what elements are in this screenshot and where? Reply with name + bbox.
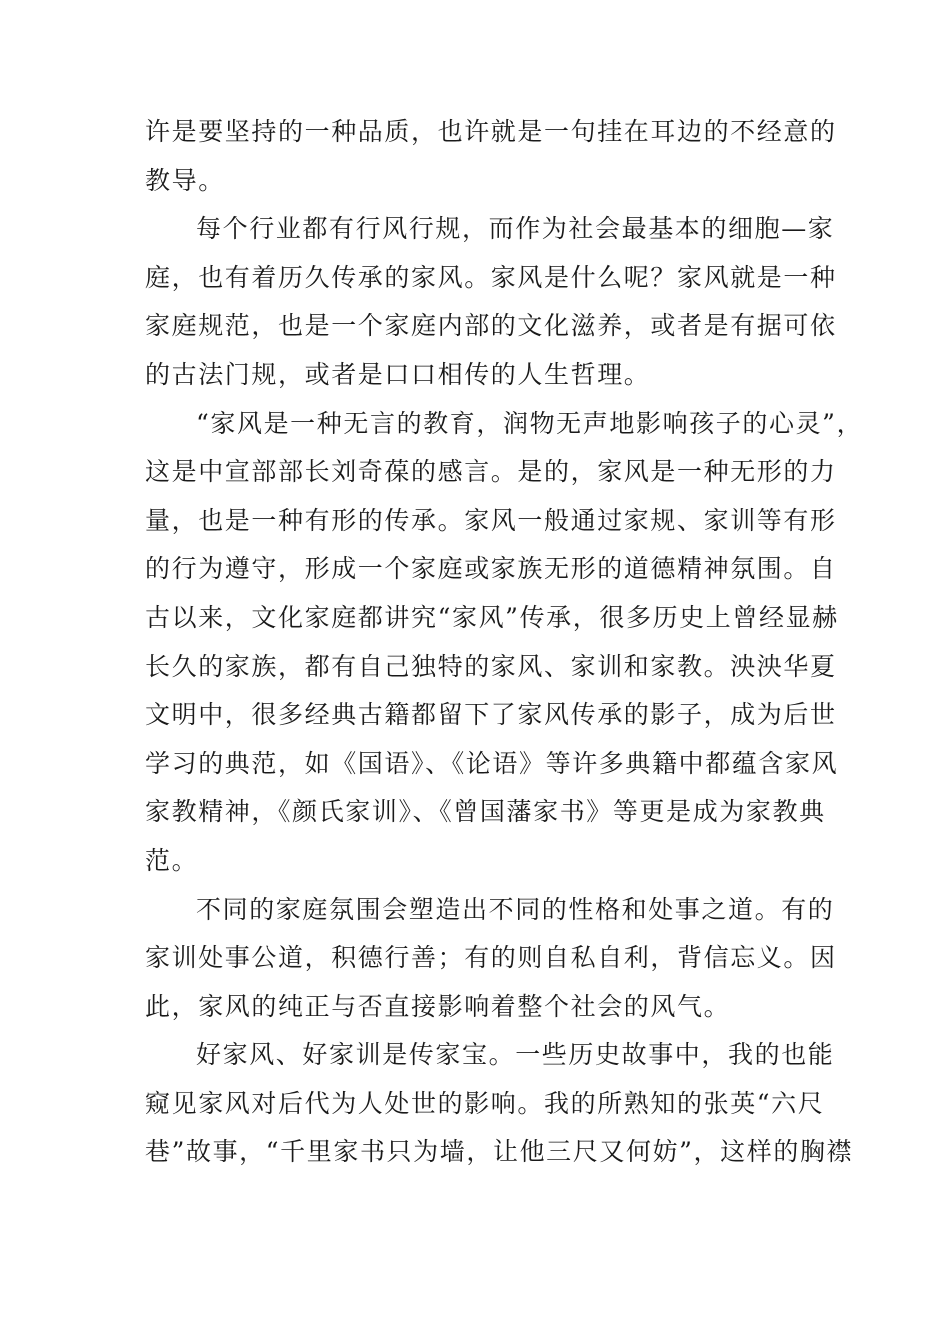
- text-line: 量，也是一种有形的传承。家风一般通过家规、家训等有形: [145, 505, 837, 535]
- paragraph-first-line: 好家风、好家训是传家宝。一些历史故事中，我的也能: [196, 1040, 835, 1070]
- text-line: 文明中，很多经典古籍都留下了家风传承的影子，成为后世: [145, 700, 837, 730]
- text-line: 家训处事公道，积德行善；有的则自私自利，背信忘义。因: [145, 943, 837, 973]
- text-line: 教导。: [145, 165, 225, 195]
- text-line: 此，家风的纯正与否直接影响着整个社会的风气。: [145, 991, 731, 1021]
- text-line: 家教精神，《颜氏家训》、《曾国藩家书》等更是成为家教典: [145, 797, 826, 827]
- text-line: 庭，也有着历久传承的家风。家风是什么呢？家风就是一种: [145, 262, 837, 292]
- paragraph-first-line: 不同的家庭氛围会塑造出不同的性格和处事之道。有的: [196, 894, 835, 924]
- text-line: 的行为遵守，形成一个家庭或家族无形的道德精神氛围。自: [145, 554, 837, 584]
- text-line: 这是中宣部部长刘奇葆的感言。是的，家风是一种无形的力: [145, 457, 837, 487]
- text-line: 古以来，文化家庭都讲究“家风”传承，很多历史上曾经显赫: [145, 602, 839, 632]
- text-line: 许是要坚持的一种品质，也许就是一句挂在耳边的不经意的: [145, 117, 837, 146]
- paragraph-first-line: “家风是一种无言的教育，润物无声地影响孩子的心灵”，: [196, 408, 864, 438]
- text-line: 的古法门规，或者是口口相传的人生哲理。: [145, 359, 651, 389]
- text-line: 范。: [145, 845, 199, 875]
- text-line: 家庭规范，也是一个家庭内部的文化滋养，或者是有据可依: [145, 311, 837, 341]
- text-line: 学习的典范，如《国语》、《论语》等许多典籍中都蕴含家风: [145, 748, 839, 778]
- text-line: 长久的家族，都有自己独特的家风、家训和家教。泱泱华夏: [145, 651, 837, 681]
- document-body: [145, 108, 864, 1177]
- paragraph-first-line: 每个行业都有行风行规，而作为社会最基本的细胞—家: [196, 214, 835, 244]
- text-line: 窥见家风对后代为人处世的影响。我的所熟知的张英“六尺: [145, 1088, 825, 1118]
- text-line: 巷”故事，“千里家书只为墙，让他三尺又何妨”，这样的胸襟: [145, 1137, 854, 1167]
